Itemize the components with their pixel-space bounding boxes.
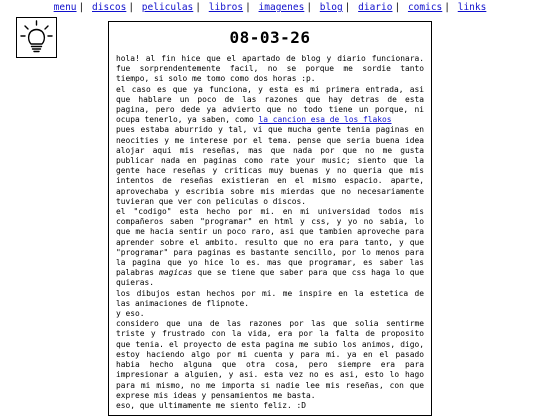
nav-separator: | [394,2,401,13]
top-navigation [0,0,540,16]
nav-link-links[interactable]: links [457,2,487,13]
post-paragraph: pues estaba aburrido y tal, vi que mucha gente tenia paginas en neocities y me interese por el tema. pense que seria buena idea alojar aqui mis reseñas, mas que nada por que no me gusta publicar nada en paginas como rate your music; siento que la gente hace reseñas y criticas muy buenas y no queria que mis intentos de reseñas existieran en el mismo espacio. aparte, aprovechaba y escribia sobre mis mierdas que no necesariamente tuvieran que ver con peliculas o discos. [116,125,424,206]
nav-link-menu[interactable]: menu [53,2,77,13]
nav-link-blog[interactable]: blog [319,2,343,13]
blog-post [108,21,432,416]
post-body [109,54,431,411]
nav-link-discos[interactable]: discos [92,2,127,13]
nav-separator: | [78,2,85,13]
post-paragraph: hola! al fin hice que el apartado de blog y diario funcionara. fue sorprendentemente facil, no se porque me sordie tanto tiempo, si solo me tomo como dos horas :p. [116,54,424,84]
nav-link-diario[interactable]: diario [358,2,393,13]
nav-separator: | [245,2,251,13]
site-logo[interactable] [16,17,57,58]
post-paragraph: los dibujos estan hechos por mi. me inspire en la estetica de las animaciones de flipnote. [116,288,424,308]
song-link[interactable]: la cancion esa de los flakos [258,115,392,125]
post-text: el "codigo" esta hecho por mi. en mi universidad todos mis compañeros saben "programar" en html y css, y yo no sabia, lo que me hacia sentir un poco raro, asi que tambien aproveche para aprender sobre el ambito. resulto que no era para tanto, y que "programar" para paginas es bastante sencillo, por lo menos para la pagina que yo hice lo es. mas que programar, es saber las palabras [116,207,424,278]
nav-link-peliculas[interactable]: peliculas [141,2,194,13]
post-paragraph: y eso. [116,309,145,319]
nav-link-comics[interactable]: comics [407,2,443,13]
post-date: 08-03-26 [229,28,311,47]
nav-link-imagenes[interactable]: imagenes [258,2,305,13]
nav-separator: | [444,2,450,13]
emphasis-text: magicas [159,268,193,278]
post-paragraph [116,207,424,289]
nav-separator: | [344,2,351,13]
nav-separator: | [306,2,313,13]
nav-separator: | [195,2,202,13]
post-text: el caso es que ya funciona, y esta es mi primera entrada, asi que hablare un poco de las razones que hay detras de esta pagina, pero dede ya advierto que no todo tiene un porque, ni ocupa tenerlo, ya saben, como [116,84,424,125]
nav-separator: | [128,2,135,13]
lightbulb-icon [17,18,56,57]
nav-link-libros[interactable]: libros [208,2,244,13]
post-text: que se tiene que saber para que css haga lo que quieras. [116,268,424,288]
post-paragraph: considero que una de las razones por las que solia sentirme triste y frustrado con la vida, era por la falta de proposito que tenia. el proyecto de esta pagina me subio los animos, digo, estoy haciendo algo por mi cuenta y para mi. ya en el pasado habia hecho alguna que otra cosa, pero siempre era para impresionar a alguien, y asi. esta vez no es asi, esto lo hago para mi mismo, no me importa si nadie lee mis reseñas, con que exprese mis ideas y pensamientos me basta. [116,319,424,400]
post-paragraph: eso, que ultimamente me siento feliz. :D [116,400,307,410]
post-paragraph [116,85,424,126]
